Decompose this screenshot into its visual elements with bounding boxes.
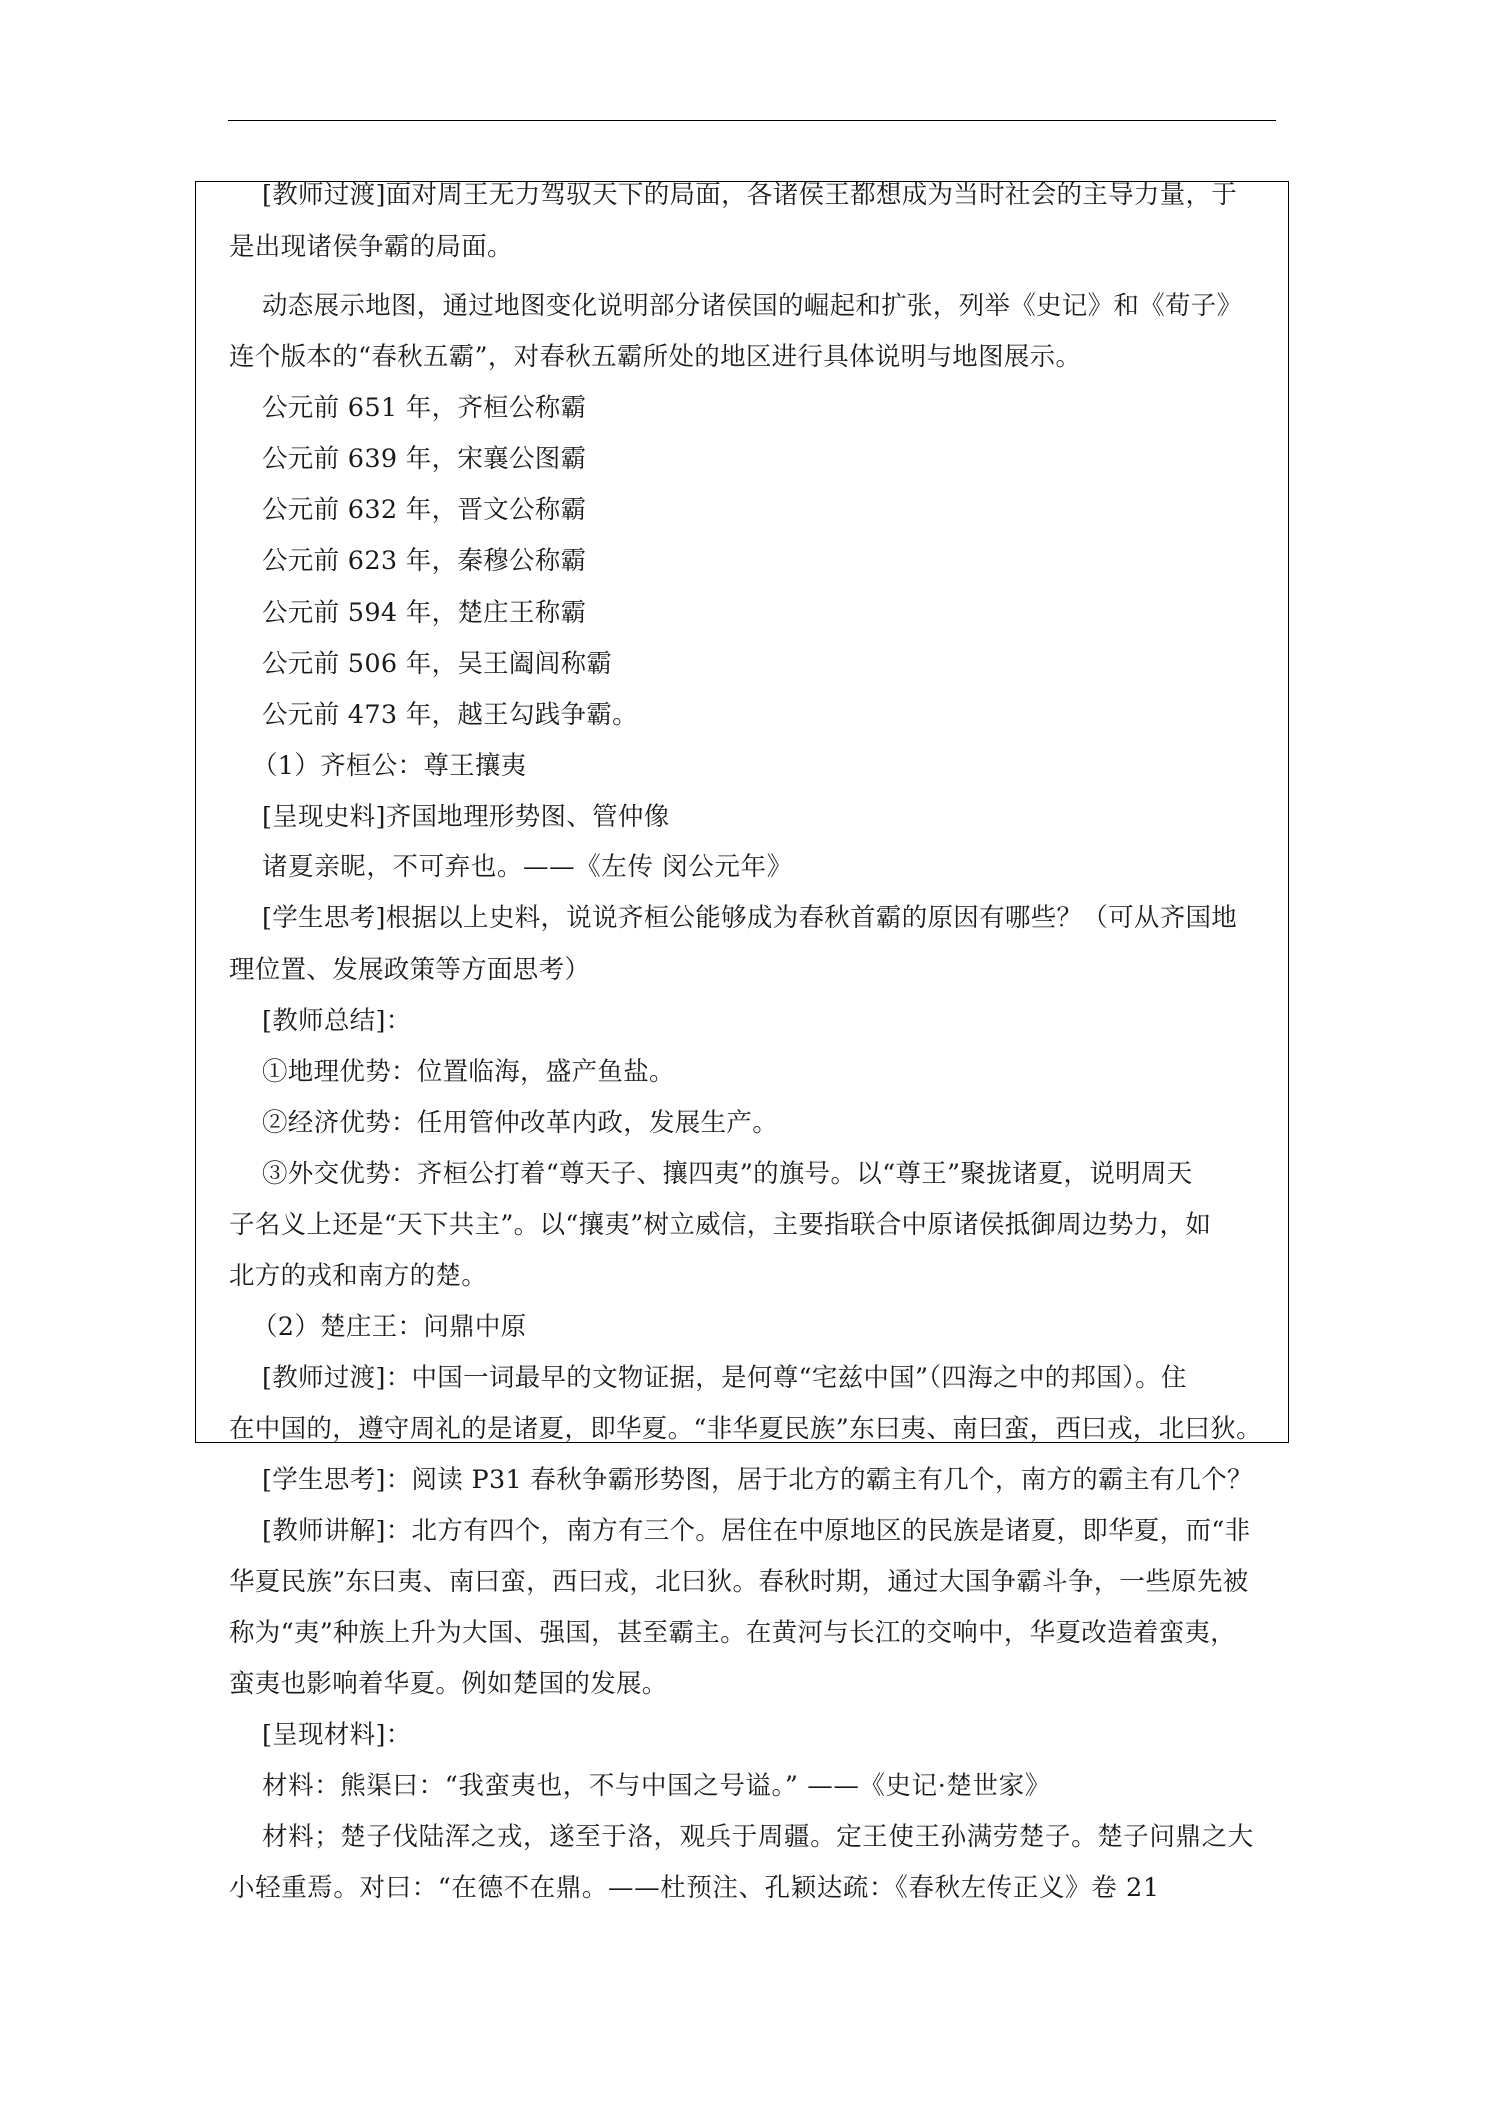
quote-line: 材料：熊渠曰：“我蛮夷也，不与中国之号谥。” ——《史记·楚世家》 xyxy=(262,1771,1051,1801)
section-heading: （1）齐桓公：尊王攘夷 xyxy=(252,751,527,781)
quote-line: 材料；楚子伐陆浑之戎，遂至于洛，观兵于周疆。定王使王孙满劳楚子。楚子问鼎之大 xyxy=(262,1822,1254,1852)
text-line: 是出现诸侯争霸的局面。 xyxy=(229,232,513,262)
quote-line: 小轻重焉。对曰：“在德不在鼎。——杜预注、孔颖达疏：《春秋左传正义》卷 21 xyxy=(229,1873,1160,1903)
text-line: 称为“夷”种族上升为大国、强国，甚至霸主。在黄河与长江的交响中，华夏改造着蛮夷， xyxy=(229,1618,1237,1648)
text-line: 子名义上还是“天下共主”。以“攘夷”树立威信，主要指联合中原诸侯抵御周边势力，如 xyxy=(229,1210,1212,1240)
text-line: [教师过渡]面对周王无力驾驭天下的局面，各诸侯王都想成为当时社会的主导力量，于 xyxy=(262,180,1238,210)
text-line: 公元前 632 年，晋文公称霸 xyxy=(262,495,587,525)
text-line: ①地理优势：位置临海，盛产鱼盐。 xyxy=(262,1057,675,1087)
text-line: 公元前 594 年，楚庄王称霸 xyxy=(262,598,587,628)
text-line: 理位置、发展政策等方面思考） xyxy=(229,955,591,985)
text-line: [学生思考]根据以上史料，说说齐桓公能够成为春秋首霸的原因有哪些？（可从齐国地 xyxy=(262,903,1238,933)
text-line: 北方的戎和南方的楚。 xyxy=(229,1261,488,1291)
text-line: 华夏民族”东曰夷、南曰蛮，西曰戎，北曰狄。春秋时期，通过大国争霸斗争，一些原先被 xyxy=(229,1567,1249,1597)
text-line: [教师总结]： xyxy=(262,1006,412,1036)
text-line: 公元前 623 年，秦穆公称霸 xyxy=(262,546,587,576)
quote-line: 诸夏亲昵，不可弃也。——《左传 闵公元年》 xyxy=(262,852,793,882)
text-line: ②经济优势：任用管仲改革内政，发展生产。 xyxy=(262,1108,779,1138)
section-heading: （2）楚庄王：问鼎中原 xyxy=(252,1312,527,1342)
text-line: 连个版本的“春秋五霸”，对春秋五霸所处的地区进行具体说明与地图展示。 xyxy=(229,342,1082,372)
text-line: [学生思考]：阅读 P31 春秋争霸形势图，居于北方的霸主有几个，南方的霸主有几个？ xyxy=(262,1465,1253,1495)
text-line: 在中国的，遵守周礼的是诸夏，即华夏。“非华夏民族”东曰夷、南曰蛮，西曰戎，北曰狄。 xyxy=(229,1414,1262,1444)
text-line: 公元前 639 年，宋襄公图霸 xyxy=(262,444,587,474)
text-line: [教师过渡]：中国一词最早的文物证据，是何尊“宅兹中国”（四海之中的邦国）。住 xyxy=(262,1363,1187,1393)
header-rule xyxy=(228,120,1276,121)
text-line: 动态展示地图，通过地图变化说明部分诸侯国的崛起和扩张，列举《史记》和《荀子》 xyxy=(262,291,1243,321)
text-line: [呈现史料]齐国地理形势图、管仲像 xyxy=(262,802,670,832)
text-line: 公元前 651 年，齐桓公称霸 xyxy=(262,393,587,423)
text-line: [教师讲解]：北方有四个，南方有三个。居住在中原地区的民族是诸夏，即华夏，而“非 xyxy=(262,1516,1251,1546)
text-line: 公元前 473 年，越王勾践争霸。 xyxy=(262,700,638,730)
text-line: [呈现材料]： xyxy=(262,1720,412,1750)
text-line: ③外交优势：齐桓公打着“尊天子、攘四夷”的旗号。以“尊王”聚拢诸夏，说明周天 xyxy=(262,1159,1193,1189)
text-line: 蛮夷也影响着华夏。例如楚国的发展。 xyxy=(229,1669,668,1699)
text-line: 公元前 506 年，吴王阖闾称霸 xyxy=(262,649,613,679)
